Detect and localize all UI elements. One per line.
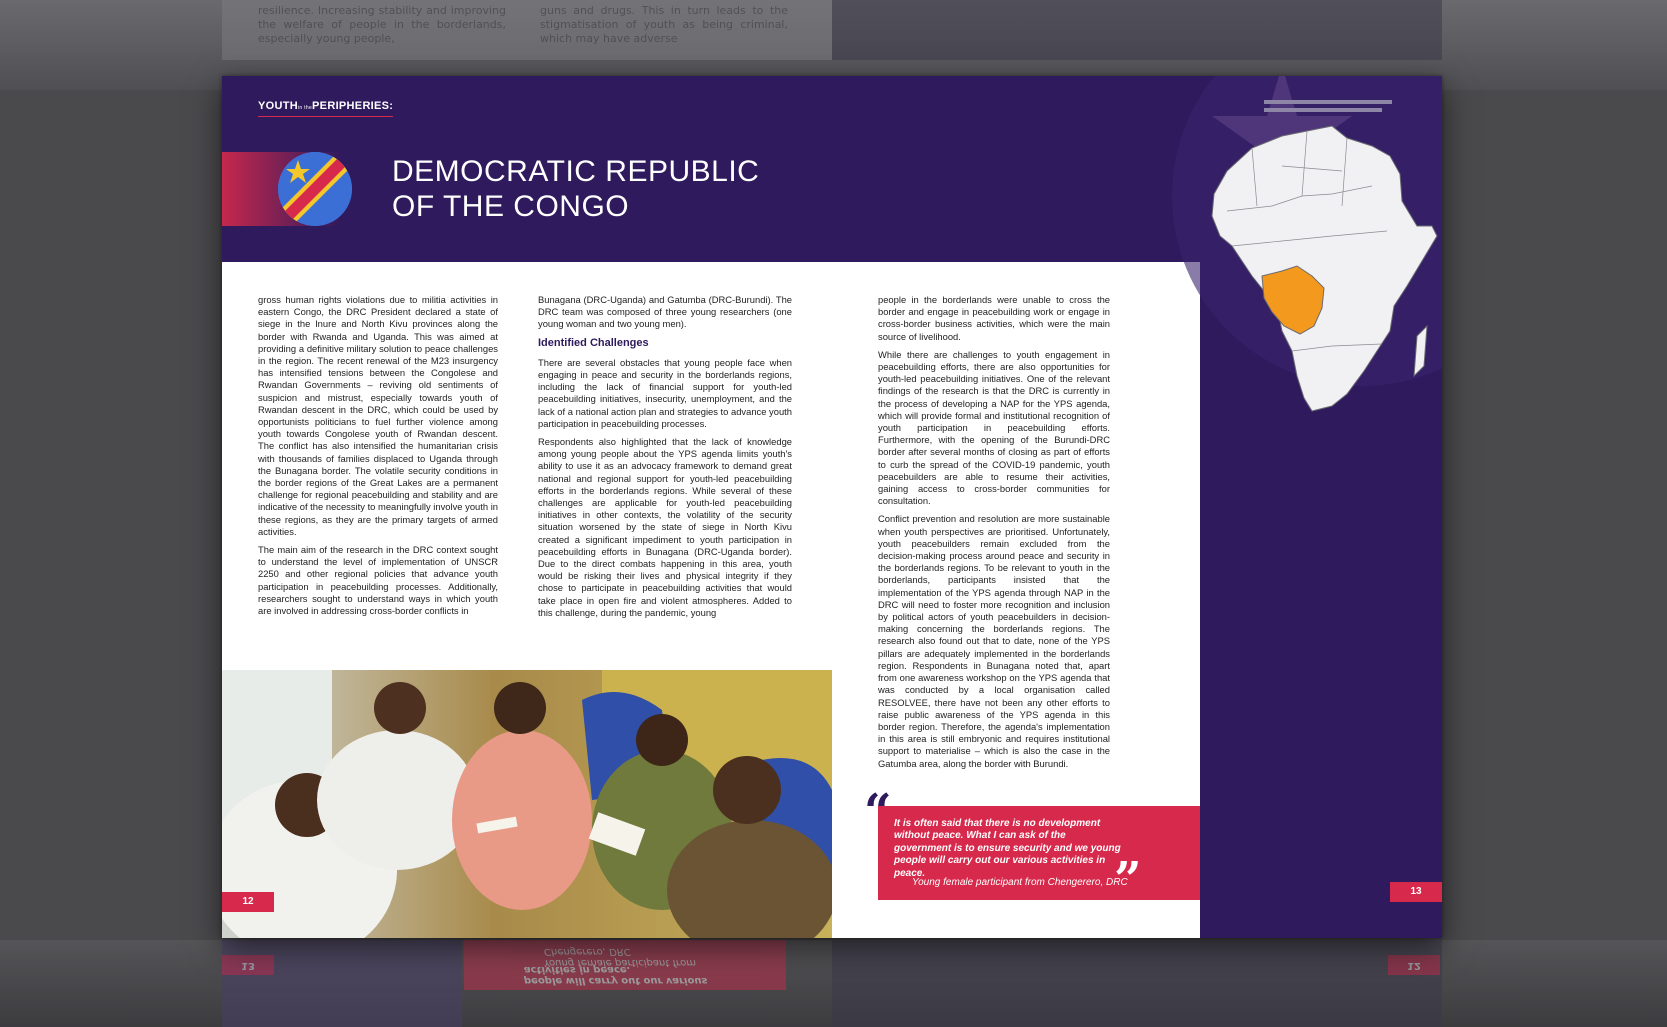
decorative-lines <box>1264 100 1392 116</box>
reflection-quote-box <box>464 940 786 990</box>
magazine-spread <box>222 76 1442 938</box>
section-heading: Identified Challenges <box>538 336 649 349</box>
background-ghost-text-right: guns and drugs. This in turn leads to the stigmatisation of youth as being criminal, which may have adverse <box>540 4 788 45</box>
reflection-right <box>832 940 1442 1027</box>
title-line1: DEMOCRATIC REPUBLIC <box>392 155 760 188</box>
africa-map <box>1132 76 1442 496</box>
left-column-1 <box>258 294 498 623</box>
brand-logo <box>258 100 393 117</box>
drc-flag-icon <box>278 152 352 226</box>
paragraph: gross human rights violations due to militia activities in eastern Congo, the DRC President declared a state of siege in the Inure and North Kivu provinces along the border with Rwanda and Uganda. This was aimed at providing a definitive military solution to peace challenges in the region. The recent renewal of the M23 insurgency has intensified tensions between the Congolese and Rwandan Governments – reviving old sentiments of suspicion and mistrust, especially towards youth of Rwandan descent in the DRC, which could be used by opportunists politicians to fuel further violence among youth towards Congolese youth of Rwandan descent. The conflict has also intensified the humanitarian crisis with thousands of families displaced to Uganda through the Bunagana border. The volatile security conditions in the border regions of the Great Lakes are a permanent challenge for regional peacebuilding and stability and are indicative of the necessity to meaningfully involve youth in these regions, as they are the primary targets of armed activities. <box>258 294 498 537</box>
paragraph: Conflict prevention and resolution are more sustainable when youth perspectives are prioritised. Unfortunately, youth peacebuilders remain excluded from the decision-making process around peace and security in the borderlands regions. To be relevant to youth in the borderlands, participants insisted that the implementation of the YPS agenda through NAP in the DRC will need to foster more recognition and inclusion by political actors of youth peacebuilders in decision-making concerning the borderlands regions. The research also found out that to date, none of the YPS pillars are adequately implemented in the borderlands region. Respondents in Bunagana noted that, apart from one awareness workshop on the YPS agenda that was conducted by a local organisation called RESOLVEE, there have not been any other efforts to raise public awareness of the YPS agenda in this border region. Therefore, the agenda's implementation in this area is still embryonic and requires institutional support to materialise – which is also the case in the Gatumba area, along the border with Burundi. <box>878 513 1110 769</box>
group-photo <box>222 670 832 938</box>
paragraph: Bunagana (DRC-Uganda) and Gatumba (DRC-Burundi). The DRC team was composed of three young researchers (one young woman and two young men). <box>538 294 792 330</box>
brand-part1: YOUTH <box>258 100 298 112</box>
reflection-quote-attr: Young female participant from Chengerero, DRC <box>544 946 696 968</box>
page-number-left: 12 <box>222 892 274 912</box>
open-quote-icon: “ <box>864 784 892 840</box>
paragraph: Respondents also highlighted that the lack of knowledge among young people about the YPS agenda limits youth's ability to use it as an advocacy framework to demand great national and regional support for youth-led peacebuilding efforts in the borderlands regions. While several of these challenges are applicable for youth-led peacebuilding initiatives in other contexts, the volatility of the security situation worsened by the state of siege in North Kivu created a significant impediment to youth participation in peacebuilding efforts in Bunagana (DRC-Uganda border). Due to the direct combats happening in this area, youth would be risking their lives and physical integrity if they chose to participate in peacebuilding activities that would take place in open fire and violent atmospheres. Added to this challenge, during the pandemic, young <box>538 436 792 618</box>
pull-quote <box>878 806 1200 900</box>
left-page <box>222 76 832 938</box>
paragraph: There are several obstacles that young people face when engaging in peace and security in the borderlands regions, including the lack of financial support for youth-led peacebuilding initiatives, insecurity, unemployment, and the lack of a national action plan and strategies to advance youth participation in peacebuilding processes. <box>538 356 792 429</box>
reflection-quote-text: people will carry out our various activities in peace. <box>524 964 708 986</box>
page-title <box>392 154 759 224</box>
right-page <box>832 76 1442 938</box>
quote-text: It is often said that there is no development without peace. What I can ask of the government is to ensure security and we young people will carry out our various activities in peace. <box>894 818 1121 879</box>
paragraph: While there are challenges to youth engagement in peacebuilding efforts, there are also opportunities for youth-led peacebuilding initiatives. One of the relevant findings of the research is that the DRC is currently in the process of developing a NAP for the YPS agenda, which will provide formal and institutional recognition of youth participation in peacebuilding efforts. Furthermore, with the opening of the Burundi-DRC border after several months of closing as part of efforts to curb the spread of the COVID-19 pandemic, youth peacebuilders are able to resume their activities, gaining access to cross-border communities for consultation. <box>878 348 1110 507</box>
brand-small: in the <box>298 105 313 111</box>
header-band <box>222 76 832 262</box>
reflection-page-number: 13 <box>222 955 274 975</box>
quote-attribution: Young female participant from Chengerero, DRC <box>912 877 1128 888</box>
background-ghost-text-left: resilience. Increasing stability and improving the welfare of people in the borderlands, especially young people, <box>258 4 506 45</box>
reflection-page-number-right: 12 <box>1388 955 1440 975</box>
paragraph: people in the borderlands were unable to cross the border and engage in peacebuilding work or engage in cross-border business activities, which were the main source of livelihood. <box>878 294 1110 342</box>
brand-part2: PERIPHERIES: <box>312 100 394 112</box>
page-number-right: 13 <box>1390 882 1442 902</box>
close-quote-icon: ” <box>1114 852 1142 908</box>
right-column <box>878 294 1110 776</box>
title-line2: OF THE CONGO <box>392 190 630 223</box>
paragraph: The main aim of the research in the DRC context sought to understand the level of implementation of UNSCR 2250 and other regional policies that advance youth participation in peacebuilding processes. Additionally, researchers sought to understand ways in which youth are involved in addressing cross-border conflicts in <box>258 544 498 617</box>
left-column-2 <box>538 294 792 625</box>
reflection-left <box>222 940 462 1027</box>
background-ghost-page-right <box>832 0 1442 60</box>
